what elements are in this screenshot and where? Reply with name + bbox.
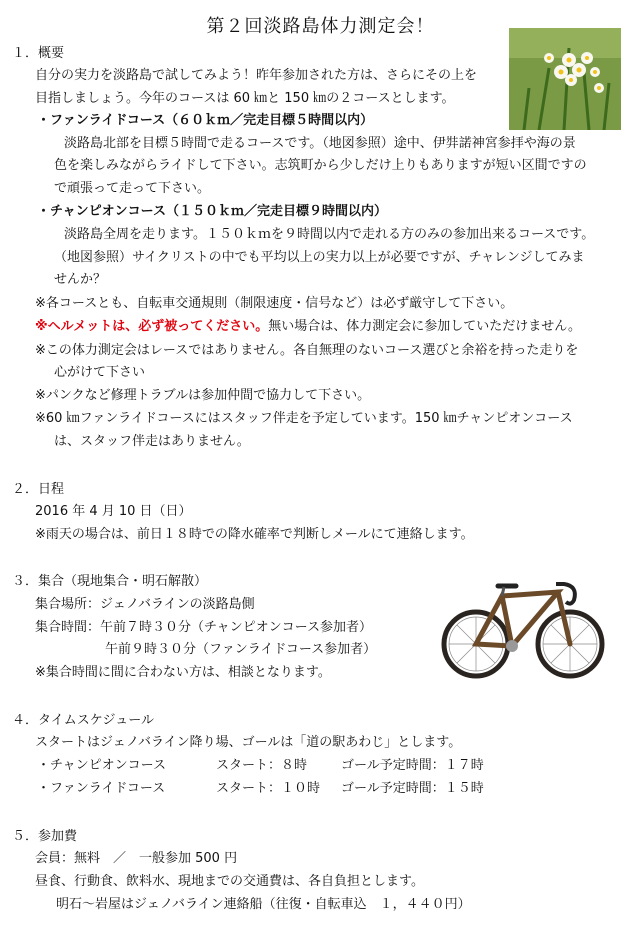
champion-text-2: （地図参照）サイクリストの中でも平均以上の実力以上が必要ですが、チャレンジしてみま xyxy=(54,250,585,265)
section-2-heading: ２．日程 xyxy=(12,482,65,497)
daffodil-photo xyxy=(509,28,621,130)
note-helmet-rest: 無い場合は、体力測定会に参加していただけません。 xyxy=(268,319,582,334)
champion-text-3: せんか？ xyxy=(54,272,107,287)
section-3-heading: ３．集合（現地集合・明石解散） xyxy=(12,574,208,589)
schedule-start: スタート：１０時 xyxy=(216,781,321,796)
meeting-place: 集合場所：ジェノバラインの淡路島側 xyxy=(35,597,255,612)
funride-heading: ・ファンライドコース（６０ｋｍ／完走目標５時間以内） xyxy=(37,113,374,128)
schedule-course: ・チャンピオンコース xyxy=(37,758,166,773)
section-4-heading: ４．タイムスケジュール xyxy=(12,713,154,728)
overview-text-1: 自分の実力を淡路島で試してみよう！昨年参加された方は、さらにその上を xyxy=(35,68,478,83)
fee-text: 会員：無料 ／ 一般参加 500 円 xyxy=(35,851,238,866)
late-note: ※集合時間に間に合わない方は、相談となります。 xyxy=(35,665,331,680)
meeting-time-funride: 午前９時３０分（ファンライドコース参加者） xyxy=(105,642,377,657)
note-helmet-warning: ※ヘルメットは、必ず被ってください。 xyxy=(35,319,269,334)
overview-text-2: 目指しましょう。今年のコースは 60 ㎞と 150 ㎞の２コースとします。 xyxy=(35,91,455,106)
schedule-row-funride xyxy=(0,780,641,798)
schedule-goal: ゴール予定時間：１７時 xyxy=(341,758,484,773)
meeting-time-champion: 集合時間：午前７時３０分（チャンピオンコース参加者） xyxy=(35,620,372,635)
ferry-fee-text: 明石～岩屋はジェノバライン連絡船（往復・自転車込 １，４４０円） xyxy=(56,897,471,912)
schedule-course: ・ファンライドコース xyxy=(37,781,166,796)
note-not-race-1: ※この体力測定会はレースではありません。各自無理のないコース選びと余裕を持った走りを xyxy=(35,343,579,358)
note-puncture: ※パンクなど修理トラブルは参加仲間で協力して下さい。 xyxy=(35,388,371,403)
schedule-goal: ゴール予定時間：１５時 xyxy=(341,781,484,796)
note-not-race-2: 心がけて下さい xyxy=(54,365,146,380)
funride-text-2: 色を楽しみながらライドして下さい。志筑町から少しだけ上りもありますが短い区間ですの xyxy=(54,158,587,173)
note-helmet xyxy=(35,318,581,336)
section-5-heading: ５．参加費 xyxy=(12,829,78,844)
schedule-start: スタート：８時 xyxy=(216,758,308,773)
note-traffic-rules: ※各コースとも、自転車交通規則（制限速度・信号など）は必ず厳守して下さい。 xyxy=(35,296,514,311)
event-date: 2016 年 4 月 10 日（日） xyxy=(35,504,192,519)
champion-heading: ・チャンピオンコース（１５０ｋｍ／完走目標９時間以内） xyxy=(37,204,387,219)
page-title: 第２回淡路島体力測定会！ xyxy=(206,16,435,37)
schedule-row-champion xyxy=(0,757,641,775)
funride-text-3: で頑張って走って下さい。 xyxy=(54,181,211,196)
self-pay-text: 昼食、行動食、飲料水、現地までの交通費は、各自負担とします。 xyxy=(35,874,424,889)
note-staff-1: ※60 ㎞ファンライドコースにはスタッフ伴走を予定しています。150 ㎞チャンピオンコース xyxy=(35,411,573,426)
rain-note: ※雨天の場合は、前日１８時での降水確率で判断しメールにて連絡します。 xyxy=(35,527,474,542)
schedule-intro: スタートはジェノバライン降り場、ゴールは「道の駅あわじ」とします。 xyxy=(35,735,462,750)
section-1-heading: １．概要 xyxy=(12,46,65,61)
road-bike-photo xyxy=(438,556,608,686)
note-staff-2: は、スタッフ伴走はありません。 xyxy=(54,434,250,449)
champion-text-1: 淡路島全周を走ります。１５０ｋｍを９時間以内で走れる方のみの参加出来るコースです。 xyxy=(64,227,595,242)
funride-text-1: 淡路島北部を目標５時間で走るコースです。（地図参照）途中、伊弉諾神宮参拝や海の景 xyxy=(64,136,576,151)
